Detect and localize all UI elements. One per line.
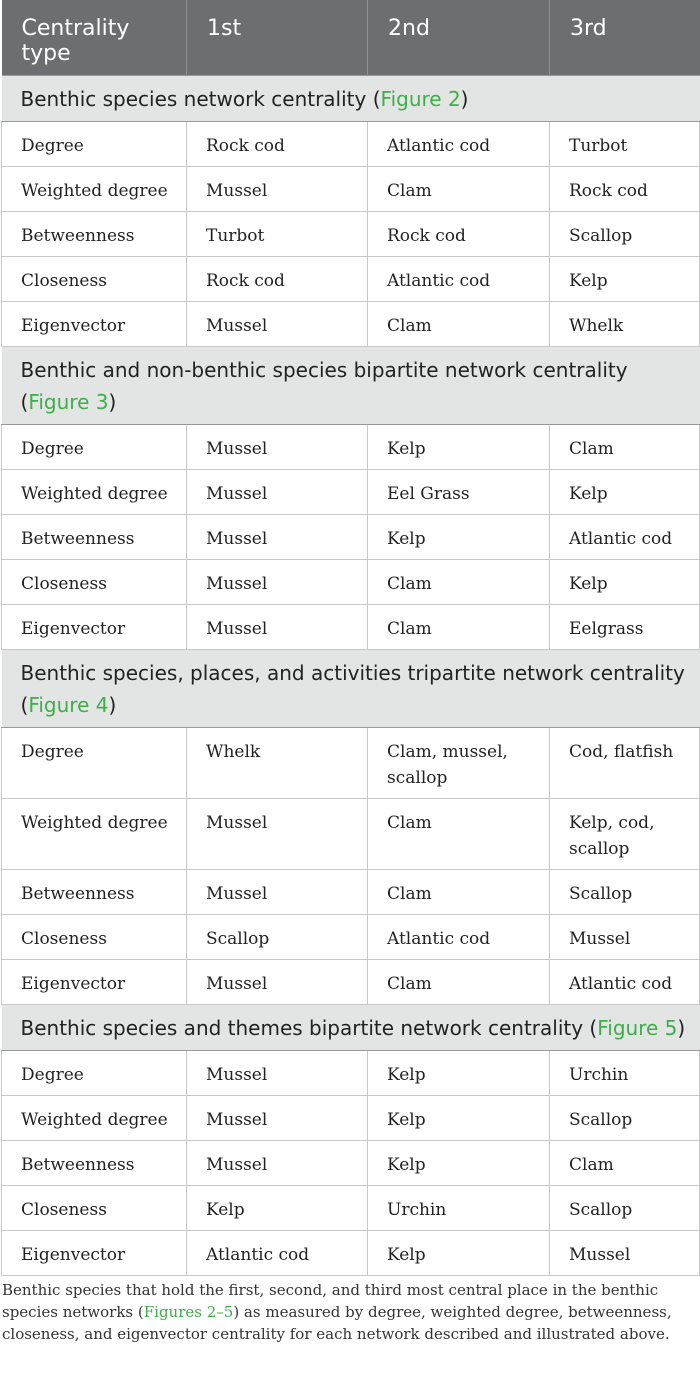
- first-cell: Mussel: [187, 870, 368, 915]
- caption-figures-link[interactable]: Figures 2–5: [143, 1303, 234, 1321]
- second-cell: Rock cod: [368, 212, 550, 257]
- section-figure-link[interactable]: Figure 2: [380, 87, 461, 111]
- table-row: [2, 1231, 700, 1276]
- section-title: [2, 76, 700, 122]
- centrality-type-cell: Degree: [2, 122, 187, 167]
- centrality-type-cell: Betweenness: [2, 515, 187, 560]
- header-second: 2nd: [368, 0, 550, 76]
- third-cell: Urchin: [550, 1051, 700, 1096]
- second-cell: Kelp: [368, 1141, 550, 1186]
- centrality-type-cell: Degree: [2, 728, 187, 799]
- first-cell: Atlantic cod: [187, 1231, 368, 1276]
- first-cell: Mussel: [187, 1096, 368, 1141]
- section-title-close: ): [460, 87, 469, 111]
- third-cell: Kelp: [550, 257, 700, 302]
- table-row: [2, 212, 700, 257]
- centrality-type-cell: Betweenness: [2, 212, 187, 257]
- centrality-type-cell: Closeness: [2, 257, 187, 302]
- second-cell: Kelp: [368, 1051, 550, 1096]
- section-title-close: ): [677, 1016, 686, 1040]
- second-cell: Clam: [368, 302, 550, 347]
- centrality-type-cell: Degree: [2, 1051, 187, 1096]
- table-caption: [0, 1276, 700, 1345]
- first-cell: Scallop: [187, 915, 368, 960]
- table-row: [2, 302, 700, 347]
- third-cell: Clam: [550, 425, 700, 470]
- table-row: [2, 470, 700, 515]
- section-title-text: Benthic species and themes bipartite network centrality (: [20, 1016, 598, 1040]
- centrality-table: [1, 0, 700, 1276]
- third-cell: Clam: [550, 1141, 700, 1186]
- section-header-row: [2, 76, 700, 122]
- centrality-type-cell: Closeness: [2, 915, 187, 960]
- caption-text-before: Benthic species that hold the first, second, and third most central place in the benthic species networks (: [2, 1281, 659, 1321]
- second-cell: Clam: [368, 799, 550, 870]
- section-figure-link[interactable]: Figure 3: [28, 390, 109, 414]
- section-title: [2, 347, 700, 425]
- centrality-type-cell: Weighted degree: [2, 799, 187, 870]
- second-cell: Clam: [368, 605, 550, 650]
- table-row: [2, 122, 700, 167]
- section-figure-link[interactable]: Figure 4: [28, 693, 109, 717]
- third-cell: Scallop: [550, 870, 700, 915]
- header-centrality-type: Centrality type: [2, 0, 187, 76]
- centrality-type-cell: Closeness: [2, 560, 187, 605]
- second-cell: Atlantic cod: [368, 122, 550, 167]
- section-title-close: ): [108, 693, 117, 717]
- table-body: [2, 76, 700, 1276]
- table-row: [2, 1096, 700, 1141]
- centrality-type-cell: Eigenvector: [2, 302, 187, 347]
- third-cell: Kelp, cod, scallop: [550, 799, 700, 870]
- third-cell: Whelk: [550, 302, 700, 347]
- first-cell: Kelp: [187, 1186, 368, 1231]
- third-cell: Eelgrass: [550, 605, 700, 650]
- second-cell: Kelp: [368, 1096, 550, 1141]
- first-cell: Rock cod: [187, 122, 368, 167]
- second-cell: Kelp: [368, 1231, 550, 1276]
- section-title: [2, 650, 700, 728]
- header-first: 1st: [187, 0, 368, 76]
- centrality-type-cell: Degree: [2, 425, 187, 470]
- first-cell: Mussel: [187, 1141, 368, 1186]
- first-cell: Whelk: [187, 728, 368, 799]
- table-row: [2, 915, 700, 960]
- third-cell: Rock cod: [550, 167, 700, 212]
- first-cell: Rock cod: [187, 257, 368, 302]
- centrality-type-cell: Betweenness: [2, 1141, 187, 1186]
- table-row: [2, 870, 700, 915]
- section-header-row: [2, 1005, 700, 1051]
- table-row: [2, 799, 700, 870]
- first-cell: Mussel: [187, 1051, 368, 1096]
- section-title-text: Benthic species, places, and activities tripartite network centrality (: [20, 661, 685, 717]
- table-row: [2, 167, 700, 212]
- first-cell: Mussel: [187, 605, 368, 650]
- third-cell: Mussel: [550, 915, 700, 960]
- header-third: 3rd: [550, 0, 700, 76]
- section-title-close: ): [108, 390, 117, 414]
- centrality-type-cell: Weighted degree: [2, 1096, 187, 1141]
- second-cell: Urchin: [368, 1186, 550, 1231]
- centrality-type-cell: Eigenvector: [2, 1231, 187, 1276]
- table-header-row: [2, 0, 700, 76]
- table-row: [2, 560, 700, 605]
- second-cell: Kelp: [368, 515, 550, 560]
- third-cell: Scallop: [550, 1096, 700, 1141]
- caption-text-after: ) as measured by degree, weighted degree, betweenness, closeness, and eigenvector centrality for each network described and illustrated above.: [2, 1303, 672, 1343]
- second-cell: Atlantic cod: [368, 915, 550, 960]
- third-cell: Scallop: [550, 1186, 700, 1231]
- section-header-row: [2, 650, 700, 728]
- third-cell: Atlantic cod: [550, 960, 700, 1005]
- centrality-type-cell: Betweenness: [2, 870, 187, 915]
- second-cell: Atlantic cod: [368, 257, 550, 302]
- second-cell: Kelp: [368, 425, 550, 470]
- first-cell: Mussel: [187, 515, 368, 560]
- second-cell: Clam, mussel, scallop: [368, 728, 550, 799]
- table-row: [2, 1186, 700, 1231]
- third-cell: Cod, flatfish: [550, 728, 700, 799]
- third-cell: Mussel: [550, 1231, 700, 1276]
- table-row: [2, 960, 700, 1005]
- second-cell: Clam: [368, 870, 550, 915]
- second-cell: Eel Grass: [368, 470, 550, 515]
- third-cell: Kelp: [550, 560, 700, 605]
- first-cell: Mussel: [187, 960, 368, 1005]
- first-cell: Mussel: [187, 799, 368, 870]
- first-cell: Turbot: [187, 212, 368, 257]
- section-title: [2, 1005, 700, 1051]
- second-cell: Clam: [368, 167, 550, 212]
- table-row: [2, 1051, 700, 1096]
- table-row: [2, 605, 700, 650]
- third-cell: Kelp: [550, 470, 700, 515]
- second-cell: Clam: [368, 960, 550, 1005]
- second-cell: Clam: [368, 560, 550, 605]
- centrality-type-cell: Weighted degree: [2, 470, 187, 515]
- table-row: [2, 257, 700, 302]
- third-cell: Atlantic cod: [550, 515, 700, 560]
- centrality-type-cell: Weighted degree: [2, 167, 187, 212]
- table-row: [2, 1141, 700, 1186]
- table-row: [2, 515, 700, 560]
- section-figure-link[interactable]: Figure 5: [597, 1016, 678, 1040]
- section-title-text: Benthic and non-benthic species bipartite network centrality (: [20, 358, 628, 414]
- first-cell: Mussel: [187, 302, 368, 347]
- first-cell: Mussel: [187, 167, 368, 212]
- third-cell: Scallop: [550, 212, 700, 257]
- table-row: [2, 425, 700, 470]
- first-cell: Mussel: [187, 425, 368, 470]
- table-row: [2, 728, 700, 799]
- first-cell: Mussel: [187, 560, 368, 605]
- section-header-row: [2, 347, 700, 425]
- centrality-type-cell: Eigenvector: [2, 605, 187, 650]
- centrality-type-cell: Closeness: [2, 1186, 187, 1231]
- first-cell: Mussel: [187, 470, 368, 515]
- third-cell: Turbot: [550, 122, 700, 167]
- centrality-type-cell: Eigenvector: [2, 960, 187, 1005]
- section-title-text: Benthic species network centrality (: [20, 87, 381, 111]
